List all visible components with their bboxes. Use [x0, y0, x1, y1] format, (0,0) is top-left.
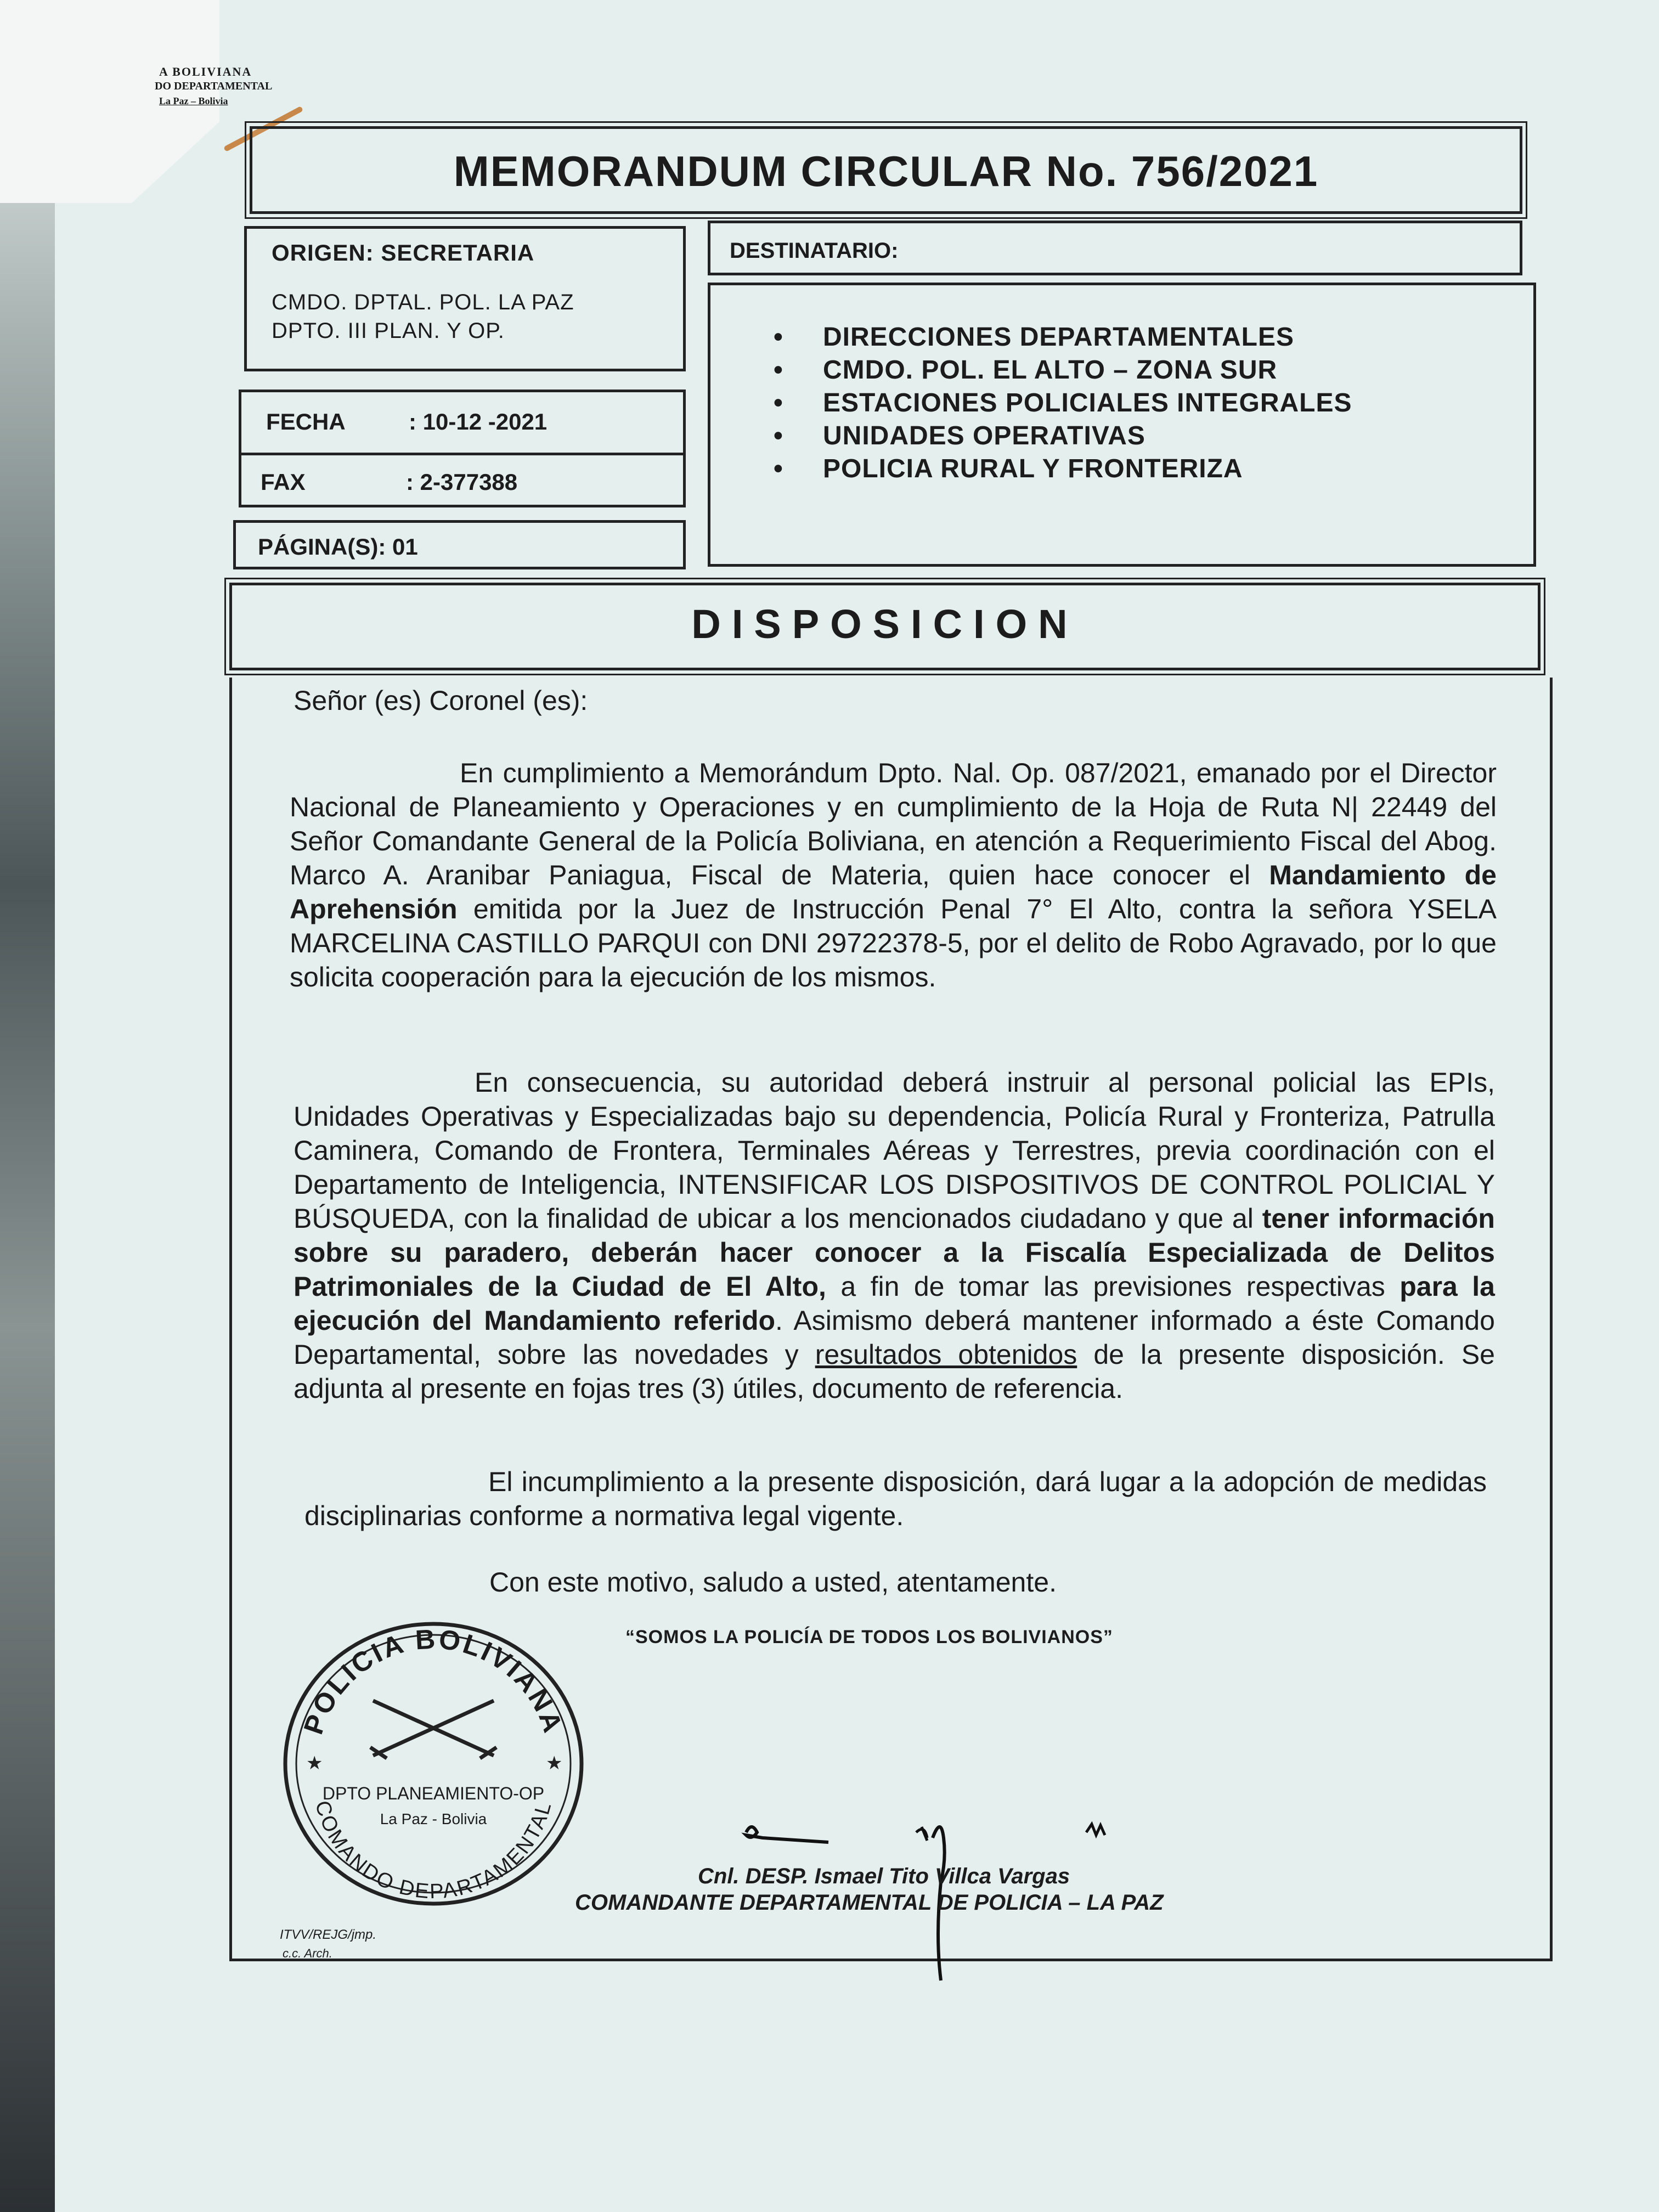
- signatory-role: COMANDANTE DEPARTAMENTAL DE POLICIA – LA PAZ: [575, 1891, 1164, 1915]
- origin-line1: CMDO. DPTAL. POL. LA PAZ: [272, 290, 574, 314]
- motto: “SOMOS LA POLICÍA DE TODOS LOS BOLIVIANOS”: [625, 1627, 1113, 1647]
- paragraph-1: [290, 756, 1497, 994]
- recipient-item: • UNIDADES OPERATIVAS: [774, 420, 1352, 453]
- recipient-list: [774, 321, 1352, 486]
- p2-mid: a fin de tomar las previsiones respectivas: [840, 1271, 1385, 1302]
- paragraph-2: [294, 1065, 1495, 1406]
- divider: [241, 453, 683, 455]
- recipient-label: DESTINATARIO:: [730, 239, 899, 263]
- section-title-box: [229, 583, 1541, 670]
- p3-text: El incumplimiento a la presente disposición, dará lugar a la adopción de medidas disciplinarias conforme a normativa legal vigente.: [304, 1466, 1487, 1531]
- origin-label: ORIGEN: SECRETARIA: [272, 240, 535, 266]
- p2-emphasis-2: para la ejecución del Mandamiento referido: [294, 1271, 1495, 1336]
- fecha-label: FECHA: [266, 409, 346, 435]
- recipient-item: • CMDO. POL. EL ALTO – ZONA SUR: [774, 354, 1352, 387]
- title-box: [250, 126, 1522, 214]
- memo-title: MEMORANDUM CIRCULAR No. 756/2021: [453, 147, 1319, 195]
- signatory-name: Cnl. DESP. Ismael Tito Villca Vargas: [698, 1864, 1070, 1888]
- star-icon: ★: [306, 1753, 323, 1774]
- origin-box: [244, 226, 686, 371]
- pages-box: [233, 520, 686, 569]
- p1-tail: emitida por la Juez de Instrucción Penal 7° El Alto, contra la señora YSELA MARCELINA CASTILLO PARQUI con DNI 29722378-5, por el delito de Robo Agravado, por lo que solicita cooperación para la ejecución de los mismos.: [290, 894, 1497, 992]
- stamp-line1: DPTO PLANEAMIENTO-OP: [322, 1784, 545, 1803]
- star-icon: ★: [546, 1753, 563, 1774]
- p2-emphasis-1: tener información sobre su paradero, deberán hacer conocer a la Fiscalía Especializada de Delitos Patrimoniales de la Ciudad de El Alto,: [294, 1203, 1495, 1302]
- recipient-label-box: [708, 221, 1522, 275]
- p2-tail-2: de la presente disposición. Se adjunta al presente en fojas tres (3) útiles, documento de referencia.: [294, 1339, 1495, 1404]
- p2-tail-1: . Asimismo deberá mantener informado a éste Comando Departamental, sobre las novedades y: [294, 1305, 1495, 1370]
- recipient-item: • POLICIA RURAL Y FRONTERIZA: [774, 453, 1352, 486]
- date-fax-box: [239, 390, 686, 507]
- recipient-item: • DIRECCIONES DEPARTAMENTALES: [774, 321, 1352, 354]
- initials: ITVV/REJG/jmp.: [280, 1927, 377, 1942]
- stamp-line2: La Paz - Bolivia: [380, 1810, 487, 1827]
- stamp-bottom-text: COMANDO DEPARTAMENTAL: [310, 1798, 556, 1904]
- p1-text: En cumplimiento a Memorándum Dpto. Nal. Op. 087/2021, emanado por el Director Nacional de Planeamiento y Operaciones y en cumplimiento de la Hoja de Ruta N| 22449 del Señor Comandante General de la Policía Boliviana, en atención a Requerimiento Fiscal del Abog. Marco A. Aranibar Paniagua, Fiscal de Materia, quien hace conocer el: [290, 758, 1497, 890]
- salutation: Señor (es) Coronel (es):: [294, 685, 588, 716]
- official-stamp: [280, 1618, 587, 1909]
- stamp-graphic: [280, 1618, 587, 1909]
- recipient-list-box: [708, 283, 1536, 567]
- fecha-value: : 10-12 -2021: [409, 409, 548, 435]
- copy-note: c.c. Arch.: [283, 1946, 332, 1960]
- closing: Con este motivo, saludo a usted, atentamente.: [489, 1567, 1057, 1598]
- letterhead-line1: A BOLIVIANA: [159, 65, 252, 78]
- p1-emphasis: Mandamiento de Aprehensión: [290, 860, 1497, 924]
- svg-text:POLICIA BOLIVIANA: [298, 1623, 569, 1738]
- recipient-item: • ESTACIONES POLICIALES INTEGRALES: [774, 387, 1352, 420]
- letterhead-line3: La Paz – Bolivia: [159, 95, 228, 106]
- fax-label: FAX: [261, 469, 306, 495]
- crossed-swords-icon: [370, 1701, 496, 1758]
- p2-text: En consecuencia, su autoridad deberá instruir al personal policial las EPIs, Unidades Operativas y Especializadas bajo su dependencia, Policía Rural y Fronteriza, Patrulla Caminera, Comando de Frontera, Terminales Aéreas y Terrestres, previa coordinación con el Departamento de Inteligencia, INTENSIFICAR LOS DISPOSITIVOS DE CONTROL POLICIAL Y BÚSQUEDA, con la finalidad de ubicar a los mencionados ciudadano y que al: [294, 1067, 1495, 1234]
- fax-value: : 2-377388: [406, 469, 518, 495]
- stamp-top-text: POLICIA BOLIVIANA: [297, 1623, 569, 1739]
- origin-line2: DPTO. III PLAN. Y OP.: [272, 319, 505, 343]
- paragraph-3: [304, 1465, 1487, 1533]
- p2-underlined: resultados obtenidos: [815, 1339, 1077, 1370]
- section-title: DISPOSICION: [691, 601, 1079, 647]
- letterhead-line2: DO DEPARTAMENTAL: [155, 80, 273, 92]
- pages-label: PÁGINA(S): 01: [258, 534, 418, 560]
